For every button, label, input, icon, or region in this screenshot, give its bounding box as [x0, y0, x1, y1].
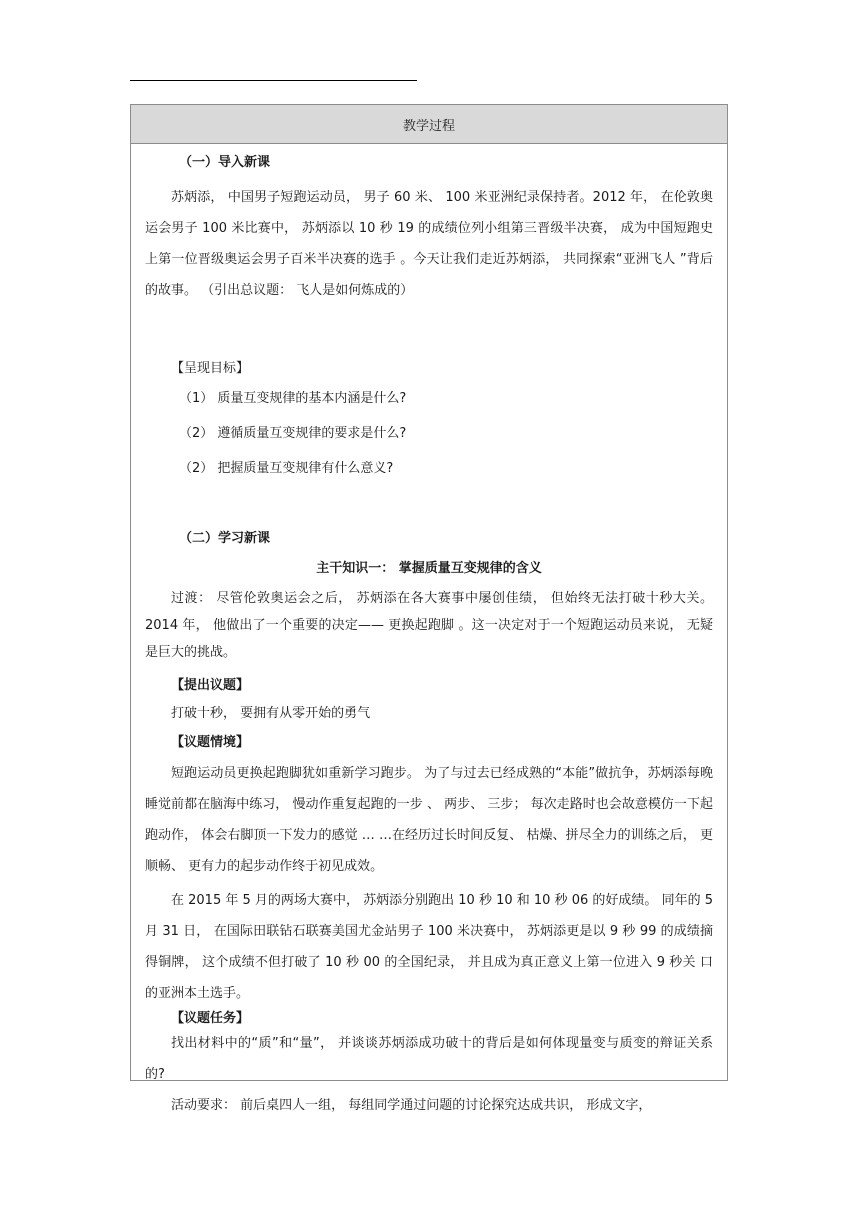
teaching-process-table [130, 104, 728, 1113]
goal-item-2: （2） 遵循质量互变规律的要求是什么? [179, 426, 407, 441]
scene-paragraph-1: 短跑运动员更换起跑脚犹如重新学习跑步。 为了与过去已经成熟的“本能”做抗争，苏炳添每晚睡觉前都在脑海中练习， 慢动作重复起跑的一步 、 两步、 三步； 每次走路时也会故意模仿一下起跑动作， 体会右脚顶一下发力的感觉 … …在经历过长时间反复、 枯燥、拼尽全力的训练之后， 更顺畅、 更有力的起步动作终于初见成效。 [145, 766, 713, 874]
activity-paragraph: 活动要求： 前后桌四人一组， 每组同学通过问题的讨论探究达成共识， 形成文字， [171, 1098, 652, 1113]
intro-heading: （一）导入新课 [179, 155, 271, 170]
scene-paragraph-2: 在 2015 年 5 月的两场大赛中， 苏炳添分别跑出 10 秒 10 和 10 秒 06 的好成绩。 同年的 5 月 31 日， 在国际田联钻石联赛美国尤金站男子 100 米决赛中， 苏炳添更是以 9 秒 99 的成绩摘得铜牌， 这个成绩不但打破了 10 秒 00 的全国纪录， 并且成为真正意义上第一位进入 9 秒关 口的亚洲本土选手。 [145, 893, 713, 1001]
table-body [131, 144, 727, 1113]
transition-paragraph: 过渡： 尽管伦敦奥运会之后， 苏炳添在各大赛事中屡创佳绩， 但始终无法打破十秒大关。 2014 年， 他做出了一个重要的决定—— 更换起跑脚 。这一决定对于一个短跑运动员来说， 无疑是巨大的挑战。 [145, 591, 713, 660]
goals-label: 【呈现目标】 [171, 361, 250, 376]
table-header: 教学过程 [131, 105, 727, 144]
learn-heading: （二）学习新课 [179, 531, 271, 546]
task-paragraph: 找出材料中的“质”和“量”， 并谈谈苏炳添成功破十的背后是如何体现量变与质变的辩证关系的? [145, 1036, 713, 1082]
task-label: 【议题任务】 [171, 1011, 250, 1026]
intro-paragraph: 苏炳添， 中国男子短跑运动员， 男子 60 米、 100 米亚洲纪录保持者。2012 年， 在伦敦奥运会男子 100 米比赛中， 苏炳添以 10 秒 19 的成绩位列小组第三晋级半决赛， 成为中国短跑史上第一位晋级奥运会男子百米半决赛的选手 。今天让我们走近苏炳添， 共同探索“亚洲飞人 ”背后的故事。 （引出总议题： 飞人是如何炼成的） [145, 190, 713, 298]
header-rule [130, 80, 417, 81]
learn-subheading: 主干知识一： 掌握质量互变规律的含义 [316, 561, 542, 576]
topic-label: 【提出议题】 [171, 678, 250, 693]
goal-item-1: （1） 质量互变规律的基本内涵是什么? [179, 391, 407, 406]
topic-text: 打破十秒， 要拥有从零开始的勇气 [171, 706, 371, 721]
goal-item-3: （2） 把握质量互变规律有什么意义? [179, 461, 394, 476]
scene-label: 【议题情境】 [171, 735, 250, 750]
